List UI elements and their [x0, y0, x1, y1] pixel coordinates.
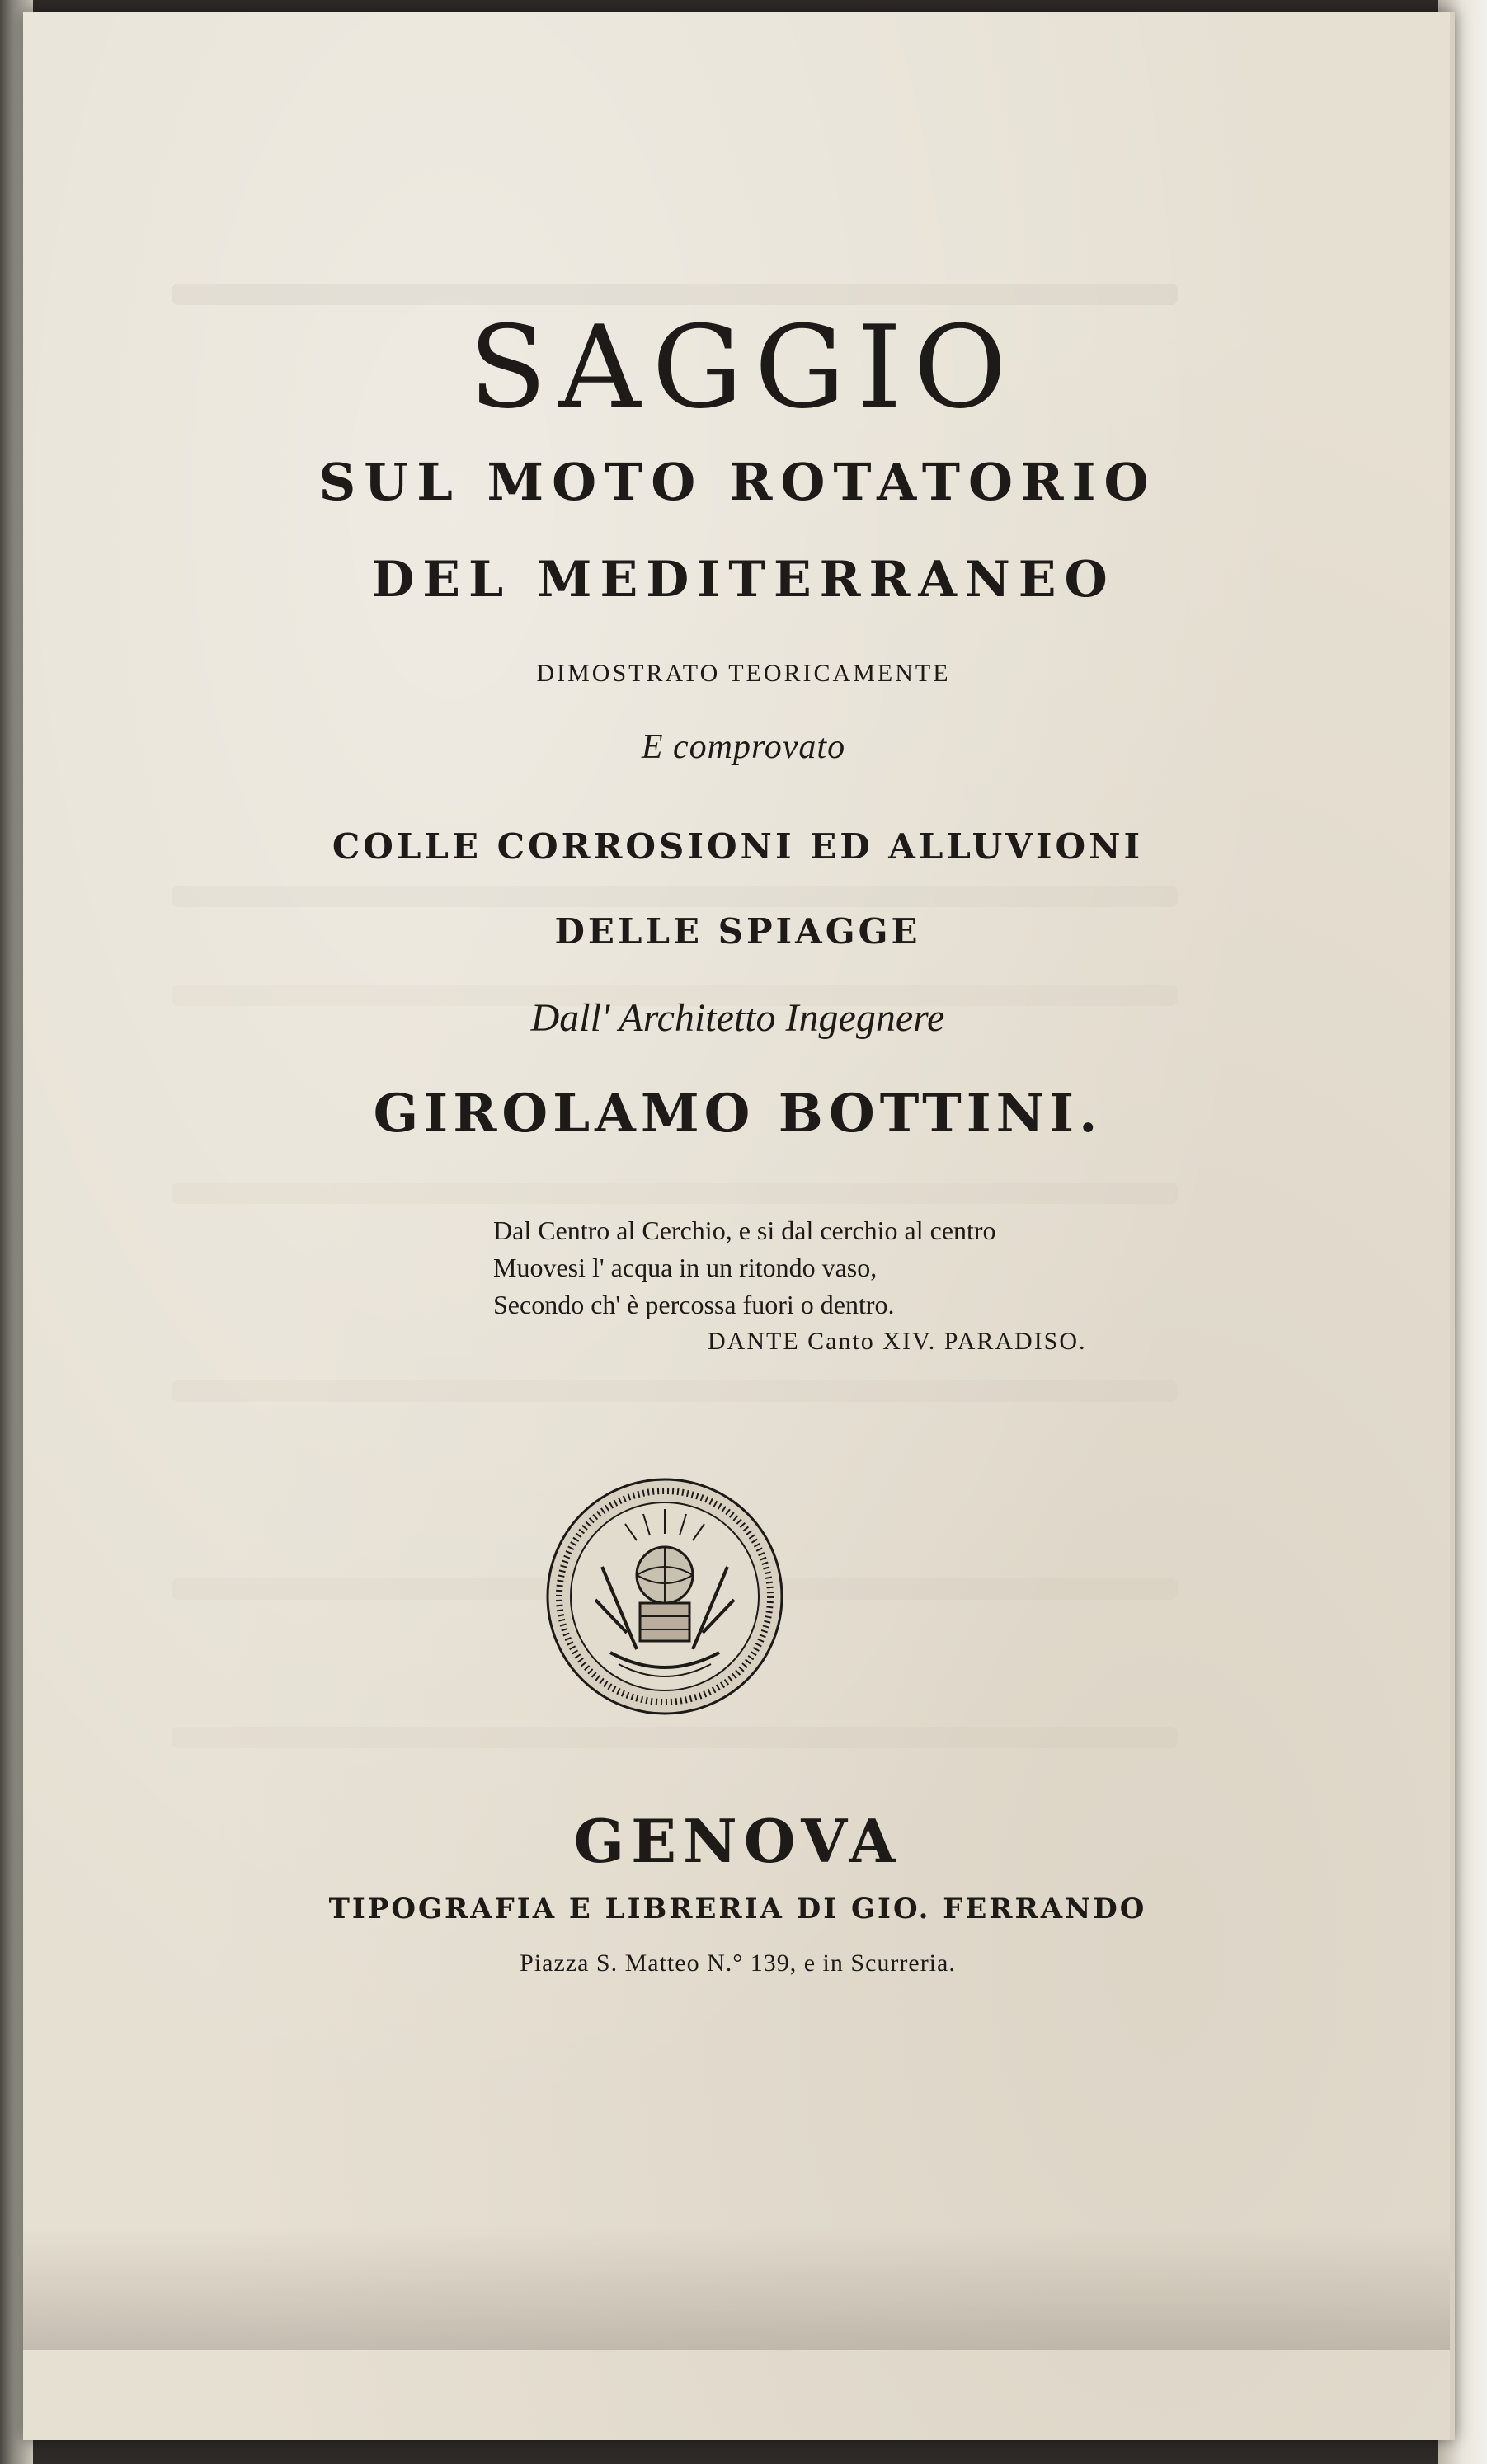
bleed-through — [172, 1380, 1178, 1402]
proven-line: E comprovato — [641, 728, 846, 766]
corrosions-line: COLLE CORROSIONI ED ALLUVIONI — [332, 826, 1144, 867]
bleed-through — [172, 1727, 1178, 1748]
subtitle-line-2: DEL MEDITERRANEO — [371, 551, 1116, 609]
architect-line: Dall' Architetto Ingegnere — [530, 996, 945, 1040]
demonstrated-line: DIMOSTRATO TEORICAMENTE — [536, 660, 951, 687]
bleed-through — [172, 1183, 1178, 1204]
book-title: SAGGIO — [468, 301, 1019, 434]
epigraph — [493, 1212, 996, 1324]
epigraph-line-3: Secondo ch' è percossa fuori o dentro. — [493, 1290, 895, 1319]
subtitle-line-1: SUL MOTO ROTATORIO — [318, 452, 1157, 512]
imprint-printer: TIPOGRAFIA E LIBRERIA DI GIO. FERRANDO — [328, 1893, 1147, 1926]
imprint-address: Piazza S. Matteo N.° 139, e in Scurreria. — [520, 1949, 956, 1977]
epigraph-line-2: Muovesi l' acqua in un ritondo vaso, — [493, 1253, 878, 1282]
beaches-line: DELLE SPIAGGE — [554, 911, 921, 952]
torn-bottom-edge — [23, 2227, 1450, 2350]
epigraph-attribution: DANTE Canto XIV. PARADISO. — [708, 1328, 1087, 1355]
bleed-through — [172, 886, 1178, 907]
printer-emblem-seal-icon — [544, 1476, 785, 1717]
imprint-city: GENOVA — [573, 1806, 902, 1876]
author-name: GIROLAMO BOTTINI. — [373, 1083, 1103, 1145]
epigraph-line-1: Dal Centro al Cerchio, e si dal cerchio al centro — [493, 1216, 996, 1245]
